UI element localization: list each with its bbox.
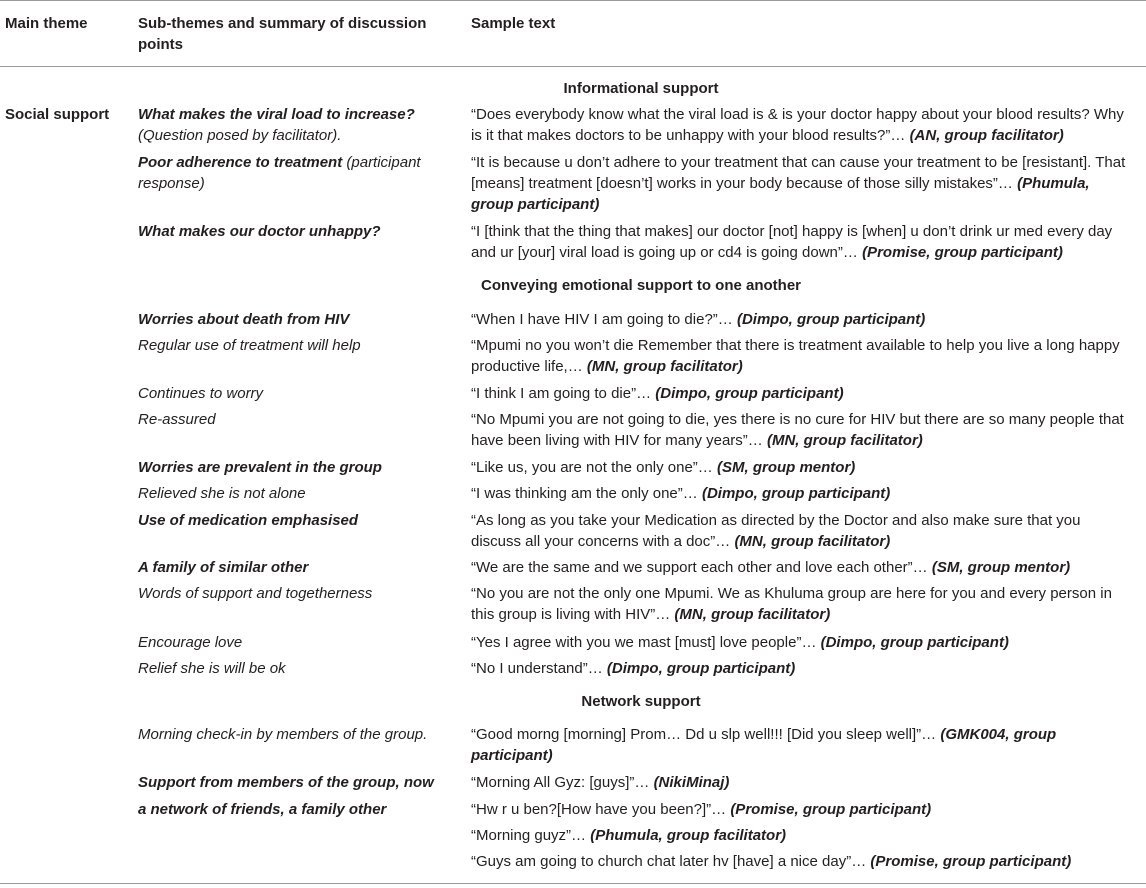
speaker-attribution: (AN, group facilitator) (909, 127, 1064, 144)
sample-text (471, 383, 844, 404)
sample-text-line: discuss all your concerns with a doc”… (471, 533, 735, 550)
header-sample-text: Sample text (471, 15, 556, 32)
sample-text (471, 724, 1056, 745)
sub-theme: a network of friends, a family other (138, 801, 387, 818)
sub-theme (138, 152, 421, 173)
sample-text-line: “I was thinking am the only one”… (471, 485, 702, 502)
speaker-attribution: (Dimpo, group participant) (655, 385, 844, 402)
sample-text-line: have been living with HIV for many years”… (471, 432, 767, 449)
sub-theme: Relief she is will be ok (138, 660, 286, 677)
section-title-network: Network support (581, 693, 701, 710)
sample-text (471, 457, 855, 478)
bottom-rule (0, 883, 1146, 884)
speaker-attribution: (Dimpo, group participant) (606, 660, 796, 677)
sub-theme-note: response) (138, 175, 205, 192)
sample-text: “No you are not the only one Mpumi. We as Khuluma group are here for you and every person in (471, 585, 1112, 602)
sample-text-line: [means] treatment [doesn’t] works in your body because of those silly mistakes”… (471, 175, 1018, 192)
section-title-informational: Informational support (563, 80, 719, 97)
header-sub-themes: Sub-themes and summary of discussion points (138, 15, 427, 53)
sample-text-line: “Guys am going to church chat later hv [have] a nice day”… (471, 853, 871, 870)
sub-theme: Encourage love (138, 634, 243, 651)
sample-text-line: productive life,… (471, 358, 587, 375)
speaker-attribution: (GMK004, group (940, 726, 1057, 743)
main-theme-label: Social support (5, 106, 110, 123)
sample-text (471, 125, 1064, 146)
sample-text: “Does everybody know what the viral load is & is your doctor happy about your blood results? Why (471, 106, 1124, 123)
sample-text-line: “Good morng [morning] Prom… Dd u slp well!!! [Did you sleep well]”… (471, 726, 941, 743)
sub-theme: Re-assured (138, 411, 216, 428)
sub-theme: Continues to worry (138, 385, 264, 402)
sample-text-line: this group is living with HIV”… (471, 606, 675, 623)
sample-text-line: “No I understand”… (471, 660, 607, 677)
speaker-attribution: (Dimpo, group participant) (701, 485, 891, 502)
sample-text-line: “We are the same and we support each other and love each other”… (471, 559, 932, 576)
sub-theme: Worries about death from HIV (138, 311, 350, 328)
sub-theme: Words of support and togetherness (138, 585, 373, 602)
section-title-emotional: Conveying emotional support to one another (480, 277, 801, 294)
sample-text: “I [think that the thing that makes] our doctor [not] happy is [when] u don’t drink ur med every day (471, 223, 1113, 240)
speaker-attribution: (Promise, group participant) (870, 853, 1072, 870)
sub-theme-note: (participant (342, 154, 421, 171)
speaker-attribution: (Dimpo, group participant) (736, 311, 926, 328)
sub-theme: Regular use of treatment will help (138, 337, 361, 354)
sample-text (471, 851, 1071, 872)
sample-text-line: “I think I am going to die”… (471, 385, 656, 402)
sample-text (471, 799, 931, 820)
speaker-attribution: participant) (471, 747, 553, 764)
speaker-attribution: (Phumula, (1017, 175, 1090, 192)
speaker-attribution: group participant) (471, 196, 600, 213)
speaker-attribution: (MN, group facilitator) (734, 533, 891, 550)
speaker-attribution: (Phumula, group facilitator) (590, 827, 787, 844)
header-rule (0, 66, 1146, 67)
sample-text-line: “Yes I agree with you we mast [must] love people”… (471, 634, 821, 651)
sample-text-line: and ur [your] viral load is going up or cd4 is going down”… (471, 244, 863, 261)
sample-text-line: “Like us, you are not the only one”… (471, 459, 717, 476)
top-rule (0, 0, 1146, 1)
sample-text (471, 309, 925, 330)
sample-text-line: “Morning guyz”… (471, 827, 591, 844)
sample-text: “Mpumi no you won’t die Remember that there is treatment available to help you live a long happy (471, 337, 1120, 354)
sample-text-line: is it that makes doctors to be unhappy with your blood results?”… (471, 127, 910, 144)
sub-theme: What makes the viral load to increase? (138, 106, 415, 123)
sub-theme-note: (Question posed by facilitator). (138, 127, 342, 144)
sample-text-line: “Hw r u ben?[How have you been?]”… (471, 801, 731, 818)
sub-theme-bold: Poor adherence to treatment (138, 154, 343, 171)
sub-theme: Worries are prevalent in the group (138, 459, 382, 476)
speaker-attribution: (Dimpo, group participant) (820, 634, 1009, 651)
sample-text-line: “When I have HIV I am going to die?”… (471, 311, 737, 328)
sample-text (471, 772, 729, 793)
sub-theme: Relieved she is not alone (138, 485, 306, 502)
sample-text (471, 242, 1063, 263)
header-main-theme: Main theme (5, 15, 88, 32)
sample-text (471, 356, 743, 377)
sample-text: “It is because u don’t adhere to your treatment that can cause your treatment to be [resistant]. That (471, 154, 1126, 171)
sample-text (471, 531, 890, 552)
speaker-attribution: (Promise, group participant) (862, 244, 1063, 261)
sample-text (471, 483, 890, 504)
sub-theme: Support from members of the group, now (138, 774, 434, 791)
sample-text (471, 825, 786, 846)
sample-text: “As long as you take your Medication as directed by the Doctor and also make sure that you (471, 512, 1081, 529)
sub-theme: Use of medication emphasised (138, 512, 359, 529)
sub-theme: A family of similar other (138, 559, 309, 576)
speaker-attribution: (SM, group mentor) (716, 459, 856, 476)
sample-text (471, 604, 830, 625)
speaker-attribution: (MN, group facilitator) (766, 432, 923, 449)
speaker-attribution: (SM, group mentor) (931, 559, 1071, 576)
speaker-attribution: (MN, group facilitator) (586, 358, 743, 375)
sample-text (471, 557, 1070, 578)
speaker-attribution: (NikiMinaj) (653, 774, 730, 791)
sample-text (471, 430, 923, 451)
sample-text (471, 173, 1090, 194)
sample-text (471, 658, 795, 679)
speaker-attribution: (Promise, group participant) (730, 801, 932, 818)
speaker-attribution: (MN, group facilitator) (674, 606, 831, 623)
sample-text (471, 632, 1009, 653)
sub-theme: Morning check-in by members of the group. (138, 726, 428, 743)
sample-text: “No Mpumi you are not going to die, yes there is no cure for HIV but there are so many people that (471, 411, 1124, 428)
sample-text-line: “Morning All Gyz: [guys]”… (471, 774, 654, 791)
sub-theme: What makes our doctor unhappy? (138, 223, 381, 240)
